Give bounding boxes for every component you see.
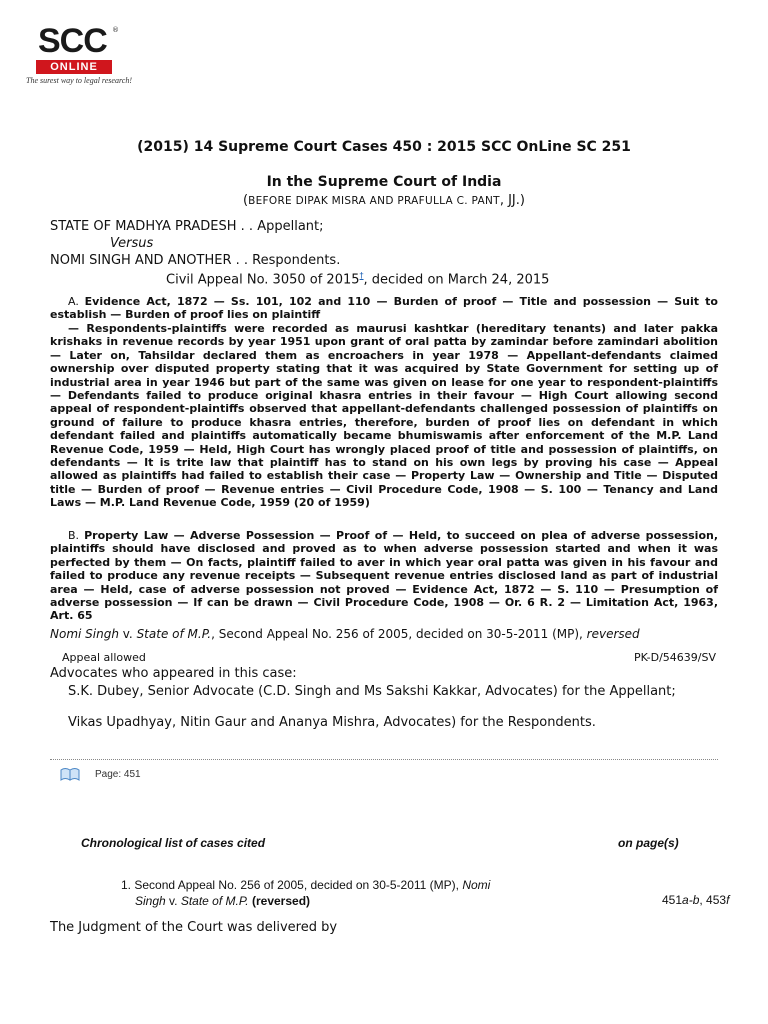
- court-name: In the Supreme Court of India: [266, 174, 502, 190]
- headnote-b-label: B.: [68, 529, 85, 542]
- bench: [0, 193, 768, 208]
- bench-judges: BEFORE DIPAK MISRA AND PRAFULLA C. PANT: [248, 195, 500, 207]
- lower-court-result: reversed: [586, 627, 640, 641]
- cited-case-result: (reversed): [248, 894, 311, 908]
- appellant-line: STATE OF MADHYA PRADESH . . Appellant;: [50, 219, 324, 234]
- cited-case-item: [121, 877, 490, 909]
- bench-close: , JJ.): [499, 193, 525, 208]
- page-divider: [50, 759, 718, 760]
- headnote-a-topic: Evidence Act, 1872 — Ss. 101, 102 and 110 — Burden of proof — Title and possession — Suit to establish — Burden of proof lies on plaintiff: [50, 295, 718, 322]
- lower-court-reference: [50, 627, 640, 641]
- lower-court-party1: Nomi Singh: [50, 627, 119, 641]
- cited-case-pages: [662, 893, 729, 907]
- lower-court-v: v.: [118, 627, 137, 641]
- scc-online-logo: [26, 22, 138, 92]
- pk-reference: PK-D/54639/SV: [633, 651, 716, 664]
- cited-pages-451-sub: a-b: [682, 893, 700, 907]
- on-pages-heading: on page(s): [618, 836, 679, 850]
- appeal-allowed: Appeal allowed: [62, 651, 146, 664]
- headnote-b-body: Property Law — Adverse Possession — Proof of — Held, to succeed on plea of adverse possession, plaintiffs should have disclosed and proved as to when adverse possession started and when it was perfected by them — On facts, plaintiff failed to aver in which year oral patta was given in his favour and failed to produce any revenue receipts — Subsequent revenue entries disclosed land as part of industrial area — Held, case of adverse possession not proved — Evidence Act, 1872 — S. 110 — Presumption of adverse possession — If can be drawn — Civil Procedure Code, 1908 — Or. 6 R. 2 — Limitation Act, 1963, Art. 65: [50, 529, 719, 623]
- headnote-a: [50, 295, 718, 322]
- advocates-appellant: S.K. Dubey, Senior Advocate (C.D. Singh and Ms Sakshi Kakkar, Advocates) for the Appellant;: [68, 684, 676, 699]
- cited-pages-451: 451: [662, 893, 683, 907]
- headnote-a-label: A.: [68, 295, 85, 308]
- appeal-date: , decided on March 24, 2015: [363, 272, 550, 288]
- versus-line: Versus: [110, 236, 154, 251]
- advocates-heading: Advocates who appeared in this case:: [50, 666, 297, 681]
- headnote-a-body: — Respondents-plaintiffs were recorded as maurusi kashtkar (hereditary tenants) and later pakka krishaks in revenue records by year 1951 upon grant of oral patta by zamindar before zamindari abolition — Later on, Tahsildar declared them as encroachers in year 1978 — Appellant-defendants claimed ownership over disputed property stating that it was acquired by State Government for setting up of industrial area in year 1946 but part of the same was given on lease for one year to respondent-plaintiffs — Defendants failed to produce original khasra entries in their favour — High Court allowing second appeal of respondent-plaintiffs observed that appellant-defendants challenged possession of plaintiffs on ground of failure to produce khasra entries, therefore, burden of proof lies on defendant in which defendant failed and plaintiffs automatically became bhumiswamis after enforcement of the M.P. Land Revenue Code, 1959 — Held, High Court has wrongly placed proof of title and possession of plaintiffs, on defendants — It is trite law that plaintiff has to stand on his own legs by proving his case — Appeal allowed as plaintiffs had failed to establish their case — Property Law — Ownership and Title — Disputed title — Burden of proof — Revenue entries — Civil Procedure Code, 1908 — S. 100 — Tenancy and Land Laws — M.P. Land Revenue Code, 1959 (20 of 1959): [50, 322, 718, 510]
- bench-open: (: [243, 193, 249, 208]
- lower-court-detail: , Second Appeal No. 256 of 2005, decided on 30-5-2011 (MP),: [211, 627, 587, 641]
- page-marker: Page: 451: [95, 769, 141, 780]
- cited-case-detail: 1. Second Appeal No. 256 of 2005, decided on 30-5-2011 (MP),: [121, 878, 463, 892]
- cited-case-v: v.: [165, 894, 181, 908]
- cited-case-party2: State of M.P.: [180, 894, 249, 908]
- civil-appeal-line: [166, 271, 549, 287]
- appeal-number: Civil Appeal No. 3050 of 2015: [166, 272, 360, 288]
- logo-wordmark: SCC: [38, 22, 107, 60]
- cases-cited-heading: Chronological list of cases cited: [81, 836, 266, 850]
- lower-court-party2: State of M.P.: [136, 627, 212, 641]
- cited-pages-453-sub: f: [726, 893, 730, 907]
- respondent-line: NOMI SINGH AND ANOTHER . . Respondents.: [50, 253, 341, 268]
- judgment-intro: The Judgment of the Court was delivered by: [50, 920, 338, 935]
- cited-case-party1: Nomi: [462, 878, 491, 892]
- cited-pages-453: , 453: [699, 893, 727, 907]
- headnote-b: [50, 529, 718, 623]
- logo-tagline: The surest way to legal research!: [26, 76, 132, 85]
- logo-online-bar: ONLINE: [36, 60, 112, 74]
- cited-case-party1-cont: Singh: [135, 894, 166, 908]
- open-book-icon: [60, 766, 80, 785]
- advocates-respondents: Vikas Upadhyay, Nitin Gaur and Ananya Mishra, Advocates) for the Respondents.: [68, 715, 596, 730]
- footnote-link[interactable]: †: [359, 271, 364, 280]
- case-citation: (2015) 14 Supreme Court Cases 450 : 2015 SCC OnLine SC 251: [137, 139, 631, 155]
- logo-registered-mark: ®: [112, 26, 119, 34]
